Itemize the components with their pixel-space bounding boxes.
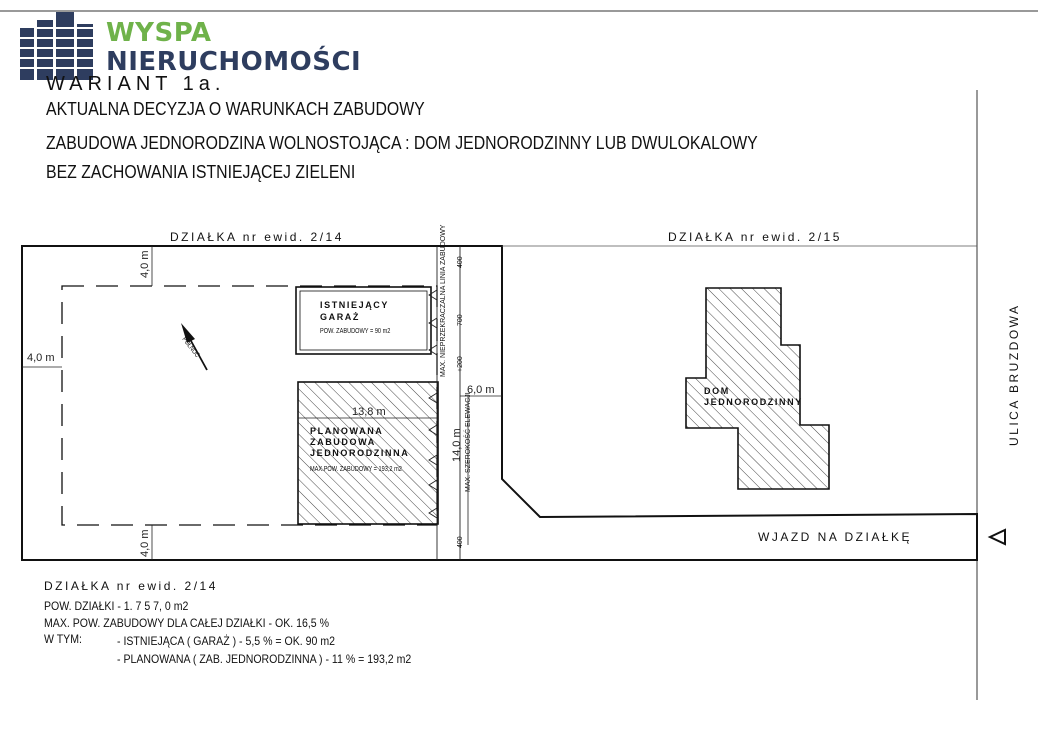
neighbor-house-label-1: DOM — [704, 386, 730, 396]
logo-line-1: WYSPA — [106, 18, 212, 48]
summary-existing: - ISTNIEJĄCA ( GARAŻ ) - 5,5 % = OK. 90 m2 — [117, 634, 336, 648]
neighbor-house-label-2: JEDNORODZINNY — [704, 397, 803, 407]
planned-label-1: PLANOWANA — [310, 426, 384, 436]
facade-width-label: MAX. SZEROKOŚĆ ELEWACJI — [465, 392, 472, 492]
entrance-arrow-icon — [990, 530, 1005, 544]
summary-area: POW. DZIAŁKI - 1. 7 5 7, 0 m2 — [44, 599, 189, 613]
planned-area-label: MAX.POW. ZABUDOWY = 193,2 m2 — [310, 466, 402, 473]
existing-garage-shape — [296, 287, 431, 354]
dim-top: 4,0 m — [139, 250, 151, 278]
title-line-3: BEZ ZACHOWANIA ISTNIEJĄCEJ ZIELENI — [46, 162, 356, 182]
plot-2-14-boundary — [22, 246, 977, 560]
garage-area-label: POW. ZABUDOWY = 90 m2 — [320, 328, 391, 335]
title-line-1: AKTUALNA DECYZJA O WARUNKACH ZABUDOWY — [46, 99, 425, 119]
dim-bottom: 4,0 m — [139, 529, 151, 557]
planned-label-3: JEDNORODZINNA — [310, 448, 410, 458]
garage-label-1: ISTNIEJĄCY — [320, 300, 390, 310]
summary-plot: DZIAŁKA nr ewid. 2/14 — [44, 579, 218, 593]
plot-2-14-label: DZIAŁKA nr ewid. 2/14 — [170, 230, 344, 244]
dim-width: 13,8 m — [352, 406, 386, 418]
entrance-label: WJAZD NA DZIAŁKĘ — [758, 530, 913, 544]
tick-200: +200 — [457, 356, 464, 372]
title-line-2: ZABUDOWA JEDNORODZINA WOLNOSTOJĄCA : DOM JEDNORODZINNY LUB DWULOKALOWY — [46, 133, 758, 153]
planned-label-2: ZABUDOWA — [310, 437, 376, 447]
tick-700: 700 — [457, 314, 464, 326]
street-label: ULICA BRUZDOWA — [1007, 303, 1021, 446]
tick-400-bottom: 400 — [457, 536, 464, 548]
garage-label-2: GARAŻ — [320, 312, 360, 322]
summary-in-that: W TYM: — [44, 632, 82, 646]
logo-line-2: NIERUCHOMOŚCI — [106, 47, 362, 77]
variant-title: WARIANT 1a. — [46, 73, 226, 95]
summary-planned: - PLANOWANA ( ZAB. JEDNORODZINNA ) - 11 % = 193,2 m2 — [117, 652, 412, 666]
dim-left: 4,0 m — [27, 352, 55, 364]
plot-2-15-label: DZIAŁKA nr ewid. 2/15 — [668, 230, 842, 244]
dim-right-setback: 6,0 m — [467, 384, 495, 396]
building-line-label: MAX. NIEPRZEKRACZALNA LINIA ZABUDOWY — [440, 224, 447, 377]
summary-max-area: MAX. POW. ZABUDOWY DLA CAŁEJ DZIAŁKI - OK. 16,5 % — [44, 616, 330, 630]
dim-height: 14,0 m — [451, 428, 463, 462]
building-logo-icon — [20, 12, 93, 80]
north-label: PÓŁNOC — [180, 336, 201, 359]
tick-400-top: 400 — [457, 256, 464, 268]
